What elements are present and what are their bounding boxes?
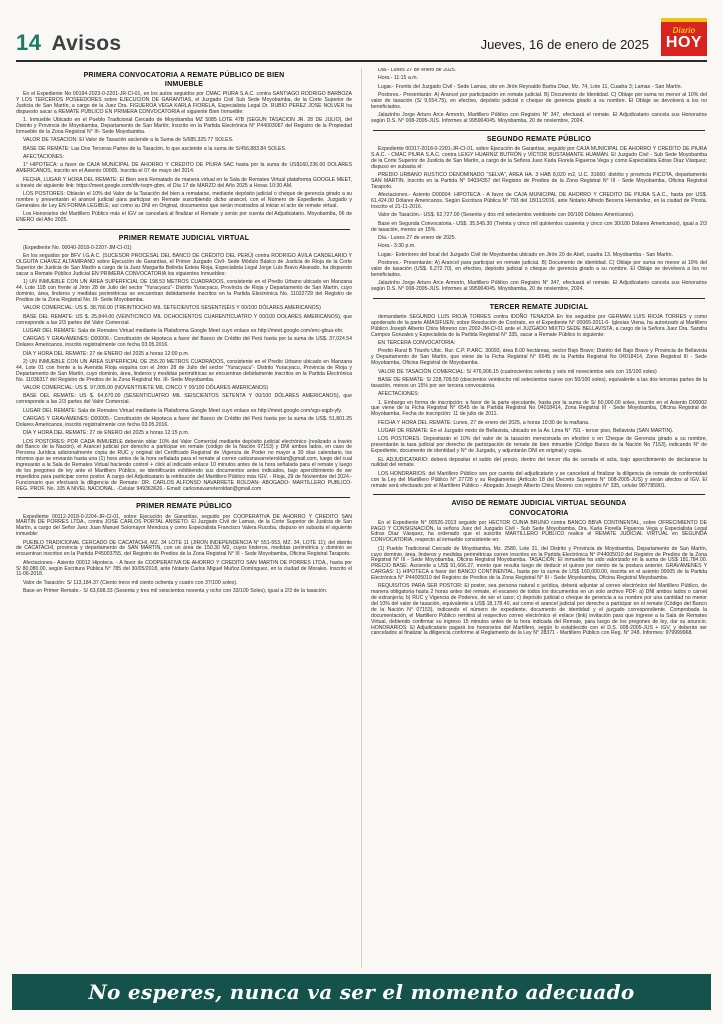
notice-paragraph: Lugar.- Frontis del Juzgado Civil - Sede Lamas, sito en Jirón Reynaldo Bartra Díaz, Mz. 74, Lote 11, Cuadra 3; Lamas - San Martín. xyxy=(378,83,682,90)
notice-paragraph: VALOR COMERCIAL: US $. 97,005.00 (NOVENTISIETE MIL CINCO Y 00/100 DÓLARES AMERICANOS) xyxy=(23,384,269,391)
column-right xyxy=(361,68,707,968)
notice-paragraph: Postores.- Presentarán: A) Arancel para participar en remate judicial. B) Documento de identidad. C) Oblaje por suma no menor al 10% del valor de tasación (US$. 6,272.70), en efectivo, depósito judicial o cheque de gerencia girado a su nombre. El Oblaje se devolverá a los no beneficiados. xyxy=(371,260,707,278)
notice-divider xyxy=(373,130,705,131)
notice-paragraph: Hora.- 3:30 p.m. xyxy=(378,243,416,250)
notice-paragraph: 1° HIPOTECA: a favor de CAJA MUNICIPAL DE AHORRO Y CREDITO DE PIURA SAC hasta por la suma de US$160,236.00 DOLARES AMERICANOS, inscrito en el Asiento 00005, Inscrita el 07 de mayo del 2014. xyxy=(16,162,352,175)
notice-paragraph: FECHA, LUGAR Y HORA DEL REMATE: El Bien será Rematado de manera virtual en la Sala de Remates Virtual plataforma GOOGLE MEET, a través de siguiente link: https://meet.google.com/dfv-tvqm-gbm, el Día 17 de MARZO del Año 2025 a Horas 10:30 AM. xyxy=(16,176,352,189)
logo-hoy-text: HOY xyxy=(665,33,703,51)
notice-paragraph: En el Expediente No 00194-2023-0-2201-JR-CI-01, en los autos seguidos por CMAC PIURA S.A.C. contra SANTIAGO RODRIGO BARBOZA Y LOS TERCEROS POSEEDORES sobre EJECUCION DE GARANTIAS, el Juzgado Civil Sub Sede Moyobamba, de la Corte Superior de Justicia de San Martín, a cargo de la Juez Dra. FIGUEROA VEGA KARLA FIORELA, Especialista Legal Dr. RUBIO PEREZ JOSE NOLVER ha dispuesto sacar a REMATE PÚBLICO EN PRIMERA CONVOCATORIA el siguiente Bien Inmueble: xyxy=(16,91,352,115)
notice-paragraph: (Expediente No. 00040-2018-0-2207-JM-CI-01) xyxy=(23,244,132,251)
notice-paragraph: BASE DEL REMATE: US $. 25,844.00 (VEINTICINCO MIL OCHOCIENTOS CUARENTICUATRO Y 00/100 DOLARES AMERICANOS), que corresponde a las 2/3 partes del Valor Comercial. xyxy=(16,313,352,326)
notice-paragraph: Valor de Tasación: S/ 113,184.37 (Ciento trece mil ciento ochenta y cuatro con 37/100 soles). xyxy=(23,579,238,586)
notice-title: TERCER REMATE JUDICIAL xyxy=(489,303,589,311)
notice-paragraph: Base en Segunda Convocatoria.- US$. 35,545.30 (Treinta y cinco mil quinientos cuarenta y cinco con 30/100 Dólares Americanos), igual a 2/3 de tasación, menos un 15%. xyxy=(371,220,707,233)
notice-paragraph: AFECTACIONES: xyxy=(23,154,65,161)
notice-paragraph: Predio Rural B Triunfo Ubic. Rur. C.P. P.ARC. 30093, área 8.00 hectáreas, sector Bajo Bravo; Distrito del Bajo Bravo y Provincia de Bellavista y Departamento de San Martín, que viene de la Ficha Registral N° 6545 de la Partida Registral No 04018414, Zona Registral III - Sede Moyobamba, Oficina Registral de Moyobamba. xyxy=(371,348,707,367)
notice-paragraph: REQUISITOS PARA SER POSTOR: El postor, sea persona natural o jurídica, deberá adjuntar al correo electrónico del Martillero Público, de manera obligatoria hasta 2 horas antes del remate, el escaneo de todos los documentos en un solo archivo PDF: a) DNI ambos lados o carnet de extranjería; b) RUC y Vigencia de Poderes, de ser el caso; c) depósito judicial o cheque de gerencia a su nombre por una cantidad no menor del 10% del valor de tasación, equivalente a US$ 18,178.40, así como el arancel judicial por derecho a participar en el remate (Código del Banco de la Nación N° 07153), indicando el número de expediente, documento de identidad y el juzgado correspondiente. Comprobada la documentación, el Martillero Público remitirá al respectivo correo electrónico el enlace (link) invitación para que ingrese a la Sala de Remates Virtual, debiendo confirmar su ingreso 15 minutos antes de la hora indicada del Remate, para luego de los pregones de ley, dar su anuncio. HONORARIOS: El Adjudicatario pagará los honorarios del Martillero, según lo establecido con el D.S. 008-2005-JUS + IGV, y deberán ser cancelados al finalizar la diligencia conforme al Reglamento de la Ley N° 28371 - Martillero Público con Reg. N° 248. Informes: 979999968. xyxy=(371,583,707,637)
notice-paragraph: Jalazinho Jorge Arturo Arce Armorín, Martillero Público con Registro N° 347, efectuará el remate. El Adjudicatario cancela sus Honorarios según D.S. N° 008-2005-JUS. Informes al 995904045. Moyobamba, 20 de noviembre, 2024. xyxy=(371,280,707,293)
notice-paragraph: Jalazinho Jorge Arturo Arce Armorín, Martillero Público con Registro N° 347, efectuará el remate. El Adjudicatario cancela sus Honorarios según D.S. N° 008-2005-JUS. Informes al 995904045. Moyobamba, 20 de noviembre, 2024. xyxy=(371,112,707,125)
notice-paragraph: BASE DE REMATE: S/ 228,709.50 (doscientos veintiocho mil setecientos nueve con 50/100 soles), equivalente a las dos terceras partes de la tasación, menos un 15% por ser tercera convocatoria. xyxy=(371,376,707,389)
notice-paragraph: 1. Inmueble Ubicado en el Pueblo Tradicional Cercado de Moyobamba MZ 5085 LOTE 47B (SEGUN TASACION JR. 28 DE JULIO), del Distrito y Provincia de Moyobamba, Departamento de San Martín; Inscrito en la Partida Electrónica N° P44003067 del Registro de la Propiedad Inmueble de la Zona Registral N° III- Sede Moyobamba. xyxy=(16,117,352,135)
notice-paragraph: EN TERCERA CONVOCATORIA: xyxy=(378,340,456,347)
notice-paragraph: Lugar.- Exteriores del local del Juzgado Civil de Moyobamba ubicado en Jirón 20 de Abril, cuadra 13. Moyobamba - San Martín. xyxy=(378,251,673,258)
footer-banner xyxy=(12,974,711,1010)
notice-paragraph: LUGAR DE REMATE: En el Juzgado mixto de Bellavista, ubicado en la Av. Lima N° 791 - tercer piso, Bellavista (SAN MARTIN). xyxy=(378,428,674,435)
notice-paragraph: LUGAR DEL REMATE: Sala de Remates Virtual mediante la Plataforma Google Meet cuyo enlace es http://meet.google.com/vgo-sqpb-yfy. xyxy=(23,407,343,414)
notice-paragraph: LOS HONORARIOS: del Martillero Público son por cuenta del adjudicatario y se cancelará al finalizar la diligencia de remate de conformidad con la Ley del Martillero Público N° 27728 y su Reglamento (Artículo 18 del Decreto Supremo N° 008-2005-JUS) y serán afectos al IGV. El remate será efectuado por el Martillero Público - Abogado Joseph Alberto Chira Moreno con registro N° 335, celular 987785901. xyxy=(371,470,707,489)
notice-paragraph: FECHA Y HORA DEL REMATE: Lunes, 27 de enero del 2025, a horas 10:30 de la mañana. xyxy=(378,419,590,426)
notice-paragraph: En los seguidos por BFV I.G.A.C. (SUCESOR PROCESAL DEL BANCO DE CRÉDITO DEL PERÚ) contra RODRIGO ÁVILA CANDELARIO Y OLGUITA CHÁVEZ ALTAMIRANO sobre Ejecución de Garantías, el Primer Juzgado Civil- Sede Módulo Básico de Justicia de Rioja de la Corte Superior de Justicia de San Martín a cargo de la Juez Margarita Belinda Esteia Rioja, Especialista Legal Jorge Luis Bravo Alvarado, ha dispuesto sacar a Remate Público Judicial EN PRIMERA CONVOCATORIA los siguientes Inmuebles: xyxy=(16,253,352,277)
section-title: Avisos xyxy=(51,32,122,55)
notice-divider xyxy=(18,229,350,230)
notice-paragraph: CARGAS Y GRAVÁMENES: D00006.- Constitución de Hipoteca a favor del Banco de Crédito del Perú hasta por la suma de US$. 37,024.54 Dolares Americanos, inscrito registralmente con fecha 03.05.2016. xyxy=(16,336,352,349)
page-header xyxy=(16,12,707,56)
notice-paragraph: LOS POSTORES: Depositarán el 10% del valor de la tasación mencionada en efectivo o en Cheque de Gerencia girado a su nombre, presentarán la tasa judicial por derecho de participación de remate de bien inmueble (Código Banco de la Nación No 7153), indicando N° de Expediente, documento de identidad y N° de Juzgado, y adjuntarán DNI en original y copia. xyxy=(371,436,707,455)
header-left xyxy=(16,30,121,56)
notice-paragraph: BASE DE REMATE: Las Dos Terceras Partes de la Tasación, lo que asciende a la suma de S/456,883.84 SOLES. xyxy=(23,145,287,152)
notice-paragraph: 2) UN INMUEBLE CON UN ÁREA SUPERFICIAL DE 255.20 METROS CUADRADOS, consistente en el Predio Urbano ubicado en Manzana 44, Lote 01 con frente a la Avenida Rioja esquina con el Jirón 28 de Julio del sector “Yuracyacu”- Distrito Yuracyacu, Provincia de Rioja y Departamento de San Martín, cuyo dominio, área, linderos y medidas perimétricas se encuentran debidamente inscritos en la Partida Electrónica No. 11036317 del Registro de Predios de la Zona Registral No. III- Sede Moyobamba. xyxy=(16,358,352,383)
notice-paragraph: En el Expediente N° 00526-2013 seguido por HECTOR CUNIA BRUNO contra BANCO BBVA CONTINENTAL, sobre OFRECIMIENTO DE PAGO Y CONSIGNACIÓN, la señora Juez del Juzgado Civil - Sub Sede Moyobamba, Dra. Karla Fiorella Figueroa Vega y Especialista Legal Edras Díaz Vásquez, ha ordenado que el suscrito MARTILLERO PÚBLICO realice el REMATE JUDICIAL VIRTUAL en SEGUNDA CONVOCATORIA, respecto al inmueble consistente en: xyxy=(371,519,707,544)
notice-divider xyxy=(373,494,705,495)
notice-paragraph: Afectaciones.- Asiento 00012 Hipoteca. - A favor de COOPERATIVA DE AHORRO Y CREDITO SAN MARTIN DE PORRES LTDA., hasta por S/ 80,080.00, según Escritura Pública N° 785 del 30/05/2018, ante Notario Carlos Miguel Muñoz Domínguez, en la ciudad de Morales. Inscrito el 11-06-2018. xyxy=(16,559,352,578)
notice-paragraph: PUEBLO TRADICIONAL CERCADO DE CACATACHI, MZ. 34 LOTE 11 (JIRON INDEPENDENCIA N° 551-553, MZ. 34, LOTE 11); del distrito de CACATACHI, provincia y departamento de SAN MARTIN, con un área de 150.30 M2, cuyos linderos, medidas perimétrica y dominio se encuentran inscritos en la Partida P45003755, del Registro de Predios de la Zona Registral N° III - Sede Moyobamba, Oficina Registral Tarapoto. xyxy=(16,539,352,558)
notice-paragraph: AFECTACIONES: xyxy=(378,391,420,398)
notice-paragraph: PREDIO URBANO RUSTICO DENOMINADO “SELVA”, AREA HA. 3 HAB 8,020 m2, U.C. 31660; distrito y provincia PICOTA, departamento SAN MARTIN. Inscrito en la Partida N° 04034357 del Registro de Predios de la Zona Registral N° III - Sede Moyobamba, Oficina Registral Tarapoto. xyxy=(371,172,707,190)
notice-paragraph: EL ADJUDICATARIO: deberá depositar el saldo del precio, dentro del tercer día de cerrada el acta, bajo apercibimiento de declararse la nulidad del remate. xyxy=(371,456,707,469)
notice-paragraph: LUGAR DEL REMATE: Sala de Remates Virtual mediante la Plataforma Google Meet cuyo enlace es http://meet.google.com/enc-gbua-ohr. xyxy=(23,327,344,334)
notice-paragraph: Afectaciones.- Asiento D00004: HIPOTECA - A favor de CAJA MUNICIPAL DE AHORRO Y CREDITO DE PIURA S.A.C., hasta por US$. 61,424.00 Dólares Americanos. Según Escritura Pública N° 793 del 18/11/2016, ante Notario Alfredo Becerra Hernández, en la ciudad de Picota. Inscrito el 21-11-2016. xyxy=(371,192,707,210)
logo-diario-text: Diario xyxy=(672,25,696,35)
newspaper-logo xyxy=(661,18,707,56)
header-rule xyxy=(16,60,707,62)
notice-title: SEGUNDO REMATE PÚBLICO xyxy=(486,136,592,143)
notice-paragraph: Expediente 00317-2018-0-2201-JR-CI-01, sobre Ejecución de Garantías, seguido por CAJA MUNICIPAL DE AHORRO Y CREDITO DE PIURA S.A.C. - CMAC PIURA S.A.C. contra LEIGY HUARNIZ BUTRÓN y VÍCTOR BUSTAMANTE HUAMÁN. El Juzgado Civil - Sub Sede Moyobamba de la Corte Superior de Justicia de San Martín, a cargo de la Señora Juez Karla Fiorela Figueroa Vega y como Especialista Edras Díaz Vásquez; dispuso en subasta el: xyxy=(371,146,707,170)
notice-paragraph: LOS POSTORES: Oblarán el 10% del Valor de la Tasación del bien a rematarse, mediante depósito judicial o cheque de gerencia girado a su nombre y presentarán el arancel judicial para participar en Remate suscribiendo dicho arancel, con el Número de Expediente, Juzgado y Generales de Ley EN FORMA LEGIBLE; así como su DNI en Original, documentos que serán mostrados al iniciar el acto de remate virtual. xyxy=(16,190,352,209)
footer-slogan: No esperes, nunca va ser el momento adecuado xyxy=(88,980,635,1004)
notice-title: PRIMER REMATE JUDICIAL VIRTUAL xyxy=(118,234,250,242)
page-number: 14 xyxy=(16,30,42,55)
notice-title: AVISO DE REMATE JUDICIAL VIRTUAL SEGUNDA CONVOCATORIA xyxy=(451,500,627,517)
notice-paragraph: Los Honorarios del Martillero Público más el IGV se cancelará al finalizar el Remate y serán por cuenta del Adjudicatario. Moyobamba, 06 de ENERO del Año 2025. xyxy=(16,211,352,223)
notice-paragraph: Valor de Tasación.- US$. 62,727.00 (Sesenta y dos mil setecientos veintisiete con 00/100 Dólares Americanos). xyxy=(378,212,635,219)
notice-divider xyxy=(373,298,705,299)
notice-divider xyxy=(18,497,350,498)
notice-paragraph: Hora.- 11:15 a.m. xyxy=(378,75,419,82)
notice-paragraph: Expediente 00112-2018-0-2204-JR-CI-01, sobre Ejecución de Garantías, seguido por COOPERATIVA DE AHORRO Y CREDITO SAN MARTIN DE PORRES LTDA., contra JOSE CARLOS PORTAL ANISETO. El Juzgado Civil de Lamas, de la Corte Superior de Justicia de San Martín, a cargo del Señor Juez Juan Manuel Solomayor Mendoza y como Especialista Francisco Valera Rucoba, dispuso en subasta el siguiente inmueble: xyxy=(16,513,352,538)
notice-paragraph: 1) UN INMUEBLE CON UN ÁREA SUPERFICIAL DE 198.53 METROS CUADRADOS, consistente en el Predio Urbano ubicado en Manzana 44, Lote 11B con frente al Jirón 28 de Julio del sector “Yuracyacu”- Distrito Yuracyacu, Provincia de Rioja y Departamento de San Martín, cuyo dominio, área, linderos y medidas perimétricas se encuentran debidamente inscritos en la Partida Electrónica No. 11022729 del Registro de Predios de la Zona Registral No. III- Sede Moyobamba. xyxy=(16,279,352,303)
notice-paragraph: VALOR DE TASACION: El Valor de Tasación asciende a la Suma de S/685,325.77 SOLES. xyxy=(23,137,234,144)
notice-paragraph: Día.- Lunes 27 de enero de 2025. xyxy=(378,68,457,73)
notice-paragraph: VALOR DE TASACIÓN COMERCIAL: S/ 476,906.15 (cuatrocientos setenta y seis mil novecientos seis con 15/100 soles) xyxy=(378,368,657,375)
notice-paragraph: DÍA Y HORA DEL REMATE: 27 de ENERO del 2025 a horas 12:15 p.m. xyxy=(23,430,190,437)
notice-paragraph: DÍA Y HORA DEL REMATE: 27 de ENERO del 2025 a horas 12:00 p.m. xyxy=(23,350,190,357)
notice-paragraph: 1. Embargo en forma de inscripción: a favor de la parte ejecutante, hasta por la suma de S/ 60,000.00 soles, inscrito en el Asiento D00002 que viene de la Ficha Registral N° 6545 de la Partida Registral No 04018414, Zona Registral III - Sede Moyobamba, Oficina Registral de Moyobamba. Fecha de inscripción: 11 de julio de 2011. xyxy=(371,399,707,418)
notice-title: PRIMERA CONVOCATORIA A REMATE PÚBLICO DE BIEN INMUEBLE xyxy=(83,72,285,89)
notice-title: PRIMER REMATE PÚBLICO xyxy=(136,503,232,511)
page-date: Jueves, 16 de enero de 2025 xyxy=(480,37,649,52)
notice-paragraph: (1) Pueblo Tradicional Cercado de Moyobamba, Mz. 2580, Lote 31, del Distrito y Provincia de Moyobamba, Departamento de San Martín, cuyo dominio, área, linderos y medidas perimétricas corren inscritos en la Partida Electrónica N° P44005010 del Registro de Predios de la Zona Registral N° III - Sede Moyobamba, Oficina Registral Moyobamba. TASACIÓN: El inmueble ha sido valorizado en la suma de US$ 181,784.00. PRECIO BASE: Asciende a US$ 91,666.27, monto que resulta luego de deducir el quince por ciento de la postura anterior. GRAVÁMENES Y CARGAS: 1) HIPOTECA a favor del BANCO CONTINENTAL, hasta por la suma de US$ 160,000.00, inscrita en el asiento 00005 de la Partida Electrónica N° P44005010 del Registro de Predios de la Zona Registral N° III - Sede Moyobamba, Oficina Registral Moyobamba. xyxy=(371,545,707,581)
notice-paragraph: VALOR COMERCIAL: US $. 38,766.00 (TREINTIOCHO MIL SETECIENTOS SESENTISÉIS Y 00/100 DÓLARES AMERICANOS) xyxy=(23,305,321,312)
notice-paragraph: Postores.- Presentarán: A) Arancel por participación en remate judicial. B) Documento de Identidad. C) Oblaje por suma no menor al 10% del valor de tasación (S/ 9,554.75), en efectivo, depósito judicial o cheque de gerencia girado a su nombre. El Oblaje se devolverá a los no beneficiados. xyxy=(371,92,707,110)
notice-paragraph: BASE DEL REMATE: US $. 64,670.00 (SESENTICUATRO MIL SEISCIENTOS SETENTA Y 00/100 DÓLARES AMERICANOS), que corresponde a las 2/3 partes del Valor Comercial. xyxy=(16,393,352,406)
header-right xyxy=(481,18,707,56)
column-left xyxy=(16,68,352,968)
notice-paragraph: Base en Primer Remate.- S/ 63,698.33 (Sesenta y tres mil seiscientos noventa y ocho con 33/100 Soles), igual a 2/3 de la tasación. xyxy=(23,588,328,595)
notice-paragraph: CARGAS Y GRAVÁMENES: D00005.- Constitución de Hipoteca a favor del Banco de Crédito del Perú hasta por la suma de US$. 51,801.25 Dolares Americanos, inscrito registralmente con fecha 03.05.2016. xyxy=(16,415,352,428)
notices-area xyxy=(16,68,707,968)
notice-paragraph: Día.- Lunes 27 de enero de 2025. xyxy=(378,234,457,241)
notice-paragraph: LOS POSTORES: POR CADA INMUEBLE deberán oblar 10% del Valor Comercial mediante depósito judicial electrónico (realizado a través del Banco de la Nación), el Arancel judicial por derecho a participar en remate (código de la Nación 07153) y DNI ambos lados, en caso de Persona Jurídica adicionalmente copia de RUC y original del Certificado Registral de Vigencia de Poder no mayor a 30 días calendario, los mismos que se enviarán hasta una (1) hora antes de la hora señalada para el remate al correo carlosnavarreteroldan@gmail.com, luego del cual ingresarán a la Sala de Remates Virtual haciendo control + click al indicado enlace 10 minutos antes de la hora señalada para el remate y luego de los pregones de ley ante el Martillero Público, se identificarán exhibiendo sus documentos antes indicados, bajo apercibimiento de ser impedidos para participar como postor. A cargo del Adjudicatario la retribución del Martillero Público más IGV. - Rioja, 29 de Noviembre del 2024.- Funcionario que efectuará la diligencia de Remate: DR. CARLOS ALFONSO NAVARRETE ROLDAN- ABOGADO- MARTILLERO PUBLICO- REG. PROF. No. 105 A NIVEL NACIONAL. -Celular 949363626.- Email: carlosnavarreteroldan@gmail.com xyxy=(16,438,352,492)
notice-paragraph: demandante SEGUNDO LUIS RIOJA TORRES contra IDOÑO TENAZOA En los seguidos por GERMAN LUIS RIOJA TORRES y como apoderado de la parte AMASIFUEN; sobre Resolución de Contrato, en el Expediente N° 00065-2011-0- Iglesias Viena, ha autorizado al Martillero Público Joseph Alberto Chira Moreno con 2002-JM-CI-01 ante el JUZGADO MIXTO SEDE BELLAVISTA, a cargo de la Señora Juez Dra. Sandra Campos Gonzales y Especialista de la Partida Registral N° 335, sacar a Remate Público lo siguiente: xyxy=(371,314,707,338)
